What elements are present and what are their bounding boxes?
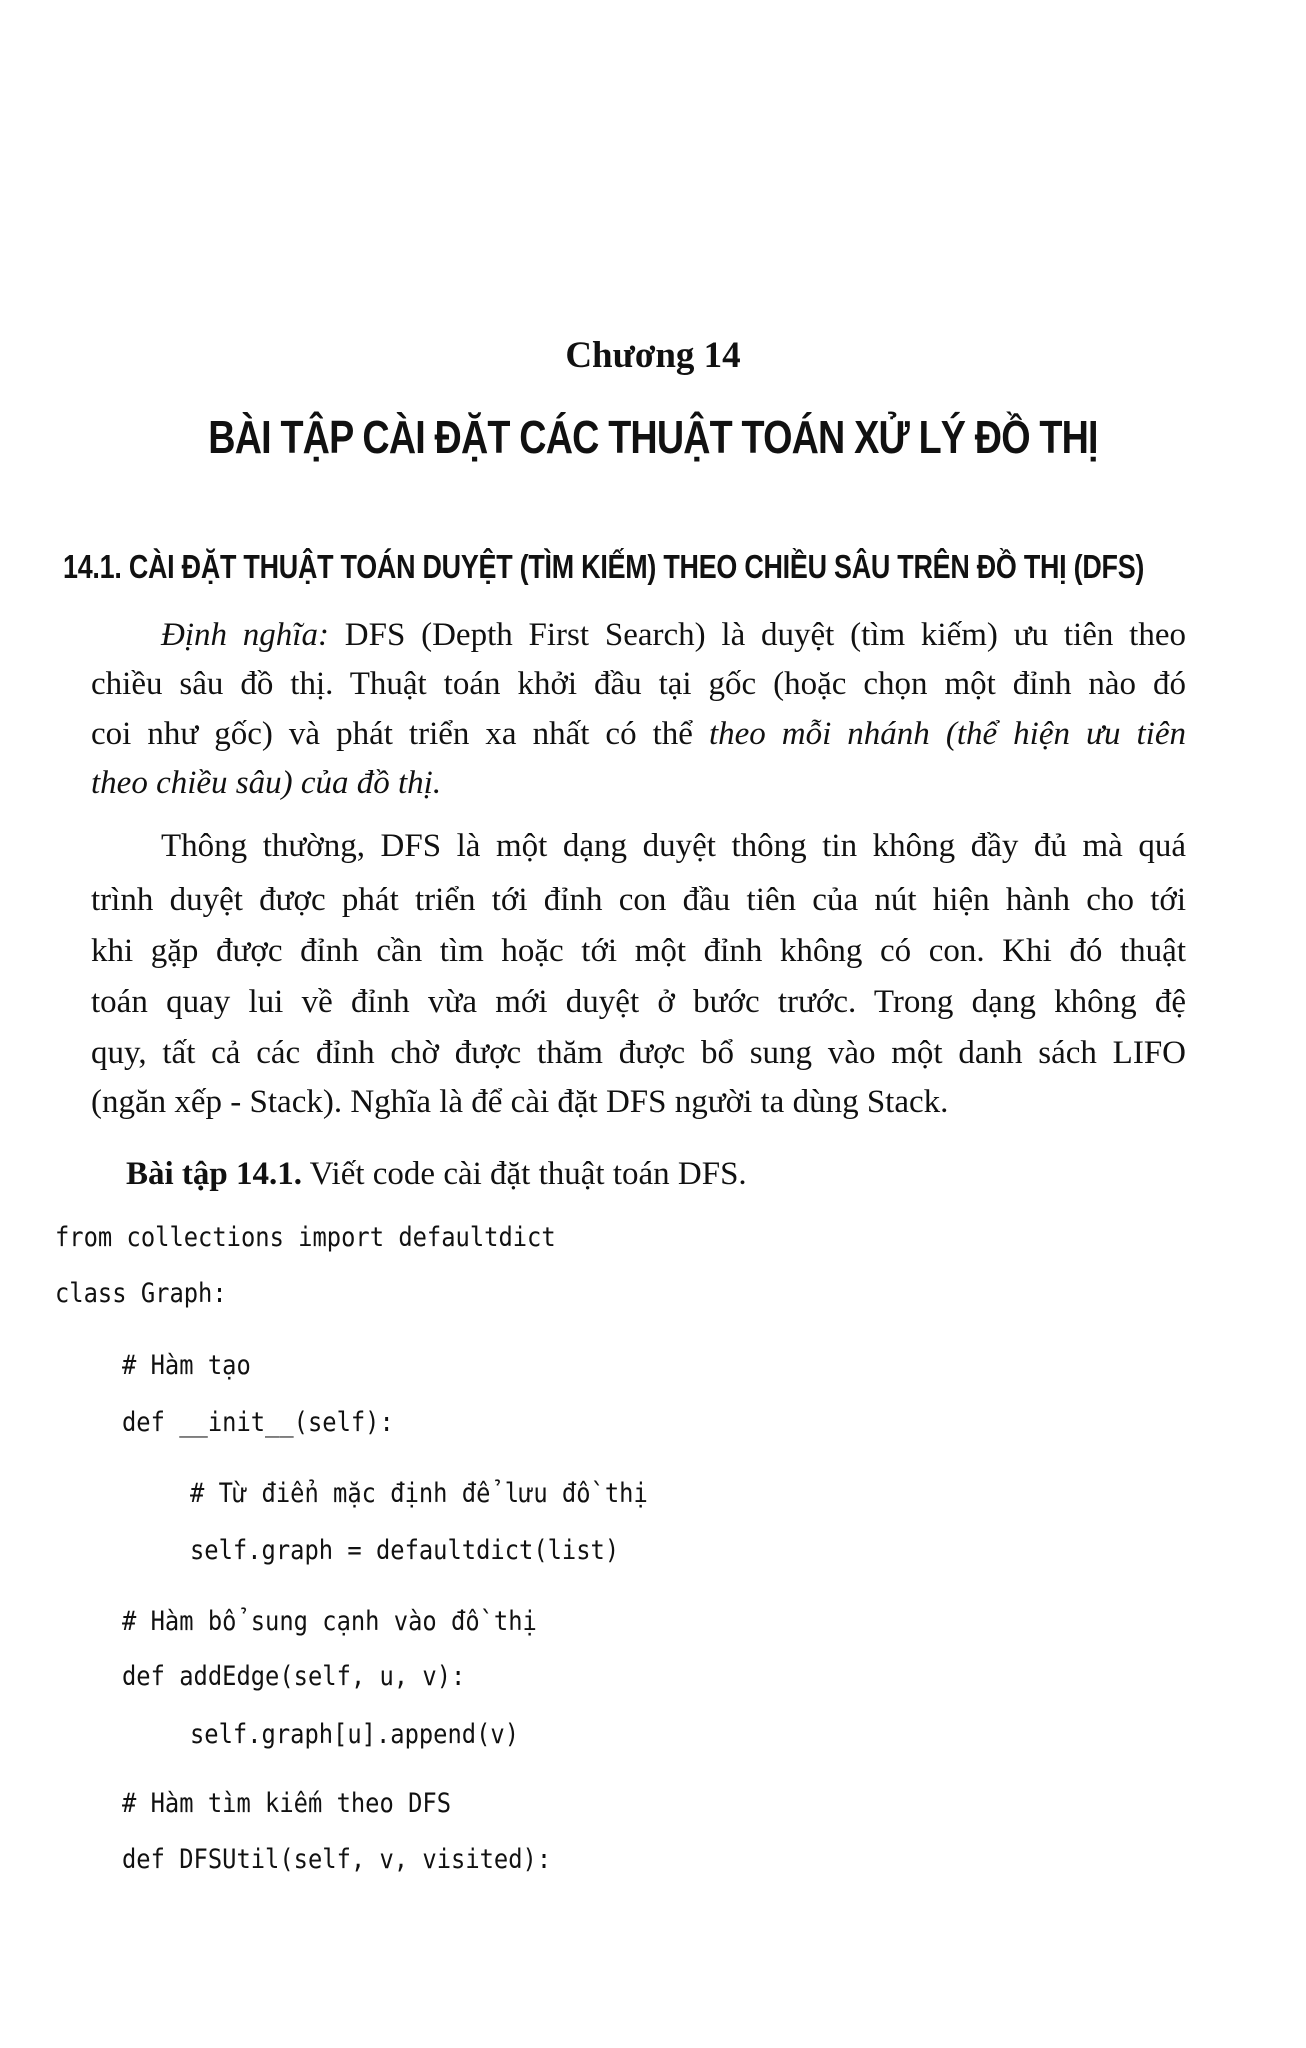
paragraph-line: quy, tất cả các đỉnh chờ được thăm được bổ sung vào một danh sách LIFO (91, 1035, 1186, 1071)
code-line: def __init__(self): (122, 1407, 394, 1438)
definition-label: Định nghĩa: (161, 617, 329, 653)
chapter-title: BÀI TẬP CÀI ĐẶT CÁC THUẬT TOÁN XỬ LÝ ĐỒ THỊ (208, 411, 1098, 463)
code-comment: # Hàm tìm kiếm theo DFS (122, 1788, 452, 1819)
code-line: self.graph = defaultdict(list) (190, 1535, 620, 1566)
code-line: self.graph[u].append(v) (190, 1719, 520, 1750)
paragraph-text: chiều sâu đồ thị. Thuật toán khởi đầu tại gốc (hoặc chọn một đỉnh nào đó (91, 666, 1186, 702)
section-heading: 14.1. CÀI ĐẶT THUẬT TOÁN DUYỆT (TÌM KIẾM) THEO CHIỀU SÂU TRÊN ĐỒ THỊ (DFS) (63, 548, 1145, 585)
code-comment: # Từ điển mặc định để lưu đồ thị (190, 1478, 648, 1509)
paragraph-line: trình duyệt được phát triển tới đỉnh con đầu tiên của nút hiện hành cho tới (91, 882, 1186, 918)
paragraph-text: DFS (Depth First Search) là duyệt (tìm kiếm) ưu tiên theo (328, 617, 1186, 653)
emphasis-text: theo chiều sâu) của đồ thị. (91, 765, 442, 801)
exercise-heading (126, 1156, 747, 1193)
exercise-text: Viết code cài đặt thuật toán DFS. (302, 1156, 747, 1192)
paragraph-line (91, 666, 1186, 703)
code-line: def addEdge(self, u, v): (122, 1661, 466, 1692)
paragraph-line (91, 716, 1186, 753)
paragraph-line: toán quay lui về đỉnh vừa mới duyệt ở bước trước. Trong dạng không đệ (91, 984, 1186, 1020)
paragraph-line: khi gặp được đỉnh cần tìm hoặc tới một đỉnh không có con. Khi đó thuật (91, 933, 1186, 969)
code-line: class Graph: (55, 1278, 227, 1309)
exercise-label: Bài tập 14.1. (126, 1156, 303, 1192)
paragraph-line (91, 765, 441, 802)
paragraph-line: Thông thường, DFS là một dạng duyệt thông tin không đầy đủ mà quá (161, 828, 1186, 864)
paragraph-line (91, 617, 1186, 654)
paragraph-line: (ngăn xếp - Stack). Nghĩa là để cài đặt DFS người ta dùng Stack. (91, 1084, 949, 1120)
paragraph-text: coi như gốc) và phát triển xa nhất có thể (91, 716, 709, 752)
emphasis-text: theo mỗi nhánh (thể hiện ưu tiên (708, 716, 1186, 752)
code-line: from collections import defaultdict (55, 1222, 556, 1253)
chapter-label: Chương 14 (565, 335, 741, 376)
code-line: def DFSUtil(self, v, visited): (122, 1844, 552, 1875)
code-comment: # Hàm bổ sung cạnh vào đồ thị (122, 1606, 537, 1637)
code-comment: # Hàm tạo (122, 1350, 251, 1381)
